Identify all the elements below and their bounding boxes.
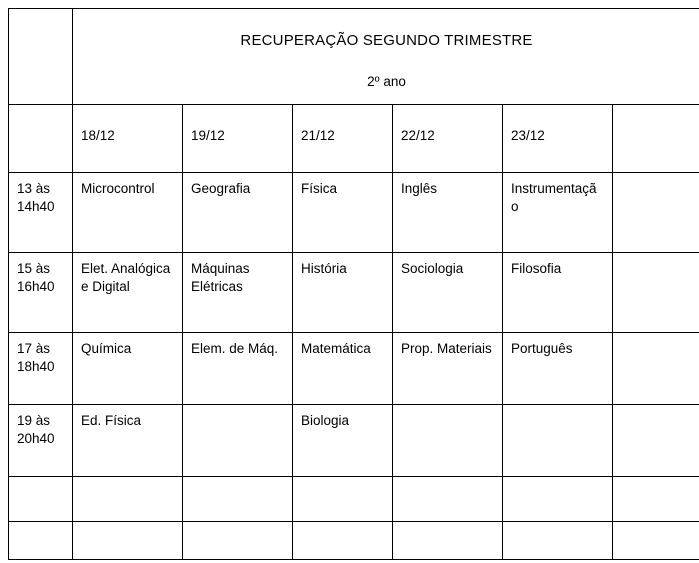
subject-cell bbox=[293, 477, 393, 522]
column-header-date-4: 22/12 bbox=[393, 105, 503, 173]
subject-cell bbox=[393, 405, 503, 477]
subject-cell: Física bbox=[293, 173, 393, 253]
time-slot-label: 19 às 20h40 bbox=[9, 405, 73, 477]
subject-cell: Sociologia bbox=[393, 253, 503, 333]
subject-cell bbox=[73, 477, 183, 522]
time-slot-label: 15 às 16h40 bbox=[9, 253, 73, 333]
subject-cell bbox=[393, 522, 503, 560]
subject-cell bbox=[613, 333, 699, 405]
subject-cell: Inglês bbox=[393, 173, 503, 253]
subject-cell: Geografia bbox=[183, 173, 293, 253]
subject-cell bbox=[183, 405, 293, 477]
table-row bbox=[9, 333, 699, 405]
subject-cell bbox=[503, 405, 613, 477]
column-header-date-5: 23/12 bbox=[503, 105, 613, 173]
table-row bbox=[9, 522, 699, 560]
column-header-date-3: 21/12 bbox=[293, 105, 393, 173]
time-slot-label bbox=[9, 522, 73, 560]
subject-cell bbox=[293, 522, 393, 560]
column-header-date-2: 19/12 bbox=[183, 105, 293, 173]
corner-cell bbox=[9, 9, 73, 105]
subject-cell: Filosofia bbox=[503, 253, 613, 333]
page-subtitle: 2º ano bbox=[367, 74, 406, 90]
subject-cell: Prop. Materiais bbox=[393, 333, 503, 405]
table-row-title bbox=[9, 9, 699, 105]
subject-cell: Química bbox=[73, 333, 183, 405]
subject-cell bbox=[73, 522, 183, 560]
subject-cell: Português bbox=[503, 333, 613, 405]
time-slot-label bbox=[9, 477, 73, 522]
subject-cell: História bbox=[293, 253, 393, 333]
column-header-date-1: 18/12 bbox=[73, 105, 183, 173]
subject-cell: Elem. de Máq. bbox=[183, 333, 293, 405]
table-row bbox=[9, 405, 699, 477]
subject-cell bbox=[393, 477, 503, 522]
table-row bbox=[9, 253, 699, 333]
subject-cell bbox=[183, 477, 293, 522]
table-row-dates bbox=[9, 105, 699, 173]
date-row-time-header bbox=[9, 105, 73, 173]
column-header-date-6 bbox=[613, 105, 699, 173]
subject-cell bbox=[613, 477, 699, 522]
table-row bbox=[9, 477, 699, 522]
subject-cell bbox=[613, 522, 699, 560]
subject-cell: Microcontrol bbox=[73, 173, 183, 253]
subject-cell bbox=[613, 173, 699, 253]
subject-cell: Matemática bbox=[293, 333, 393, 405]
subject-cell bbox=[613, 253, 699, 333]
subject-cell bbox=[613, 405, 699, 477]
subject-cell bbox=[503, 477, 613, 522]
time-slot-label: 17 às 18h40 bbox=[9, 333, 73, 405]
time-slot-label: 13 às 14h40 bbox=[9, 173, 73, 253]
subject-cell: Ed. Física bbox=[73, 405, 183, 477]
recuperacao-schedule-table bbox=[8, 8, 699, 560]
subject-cell: Máquinas Elétricas bbox=[183, 253, 293, 333]
document-title-cell bbox=[73, 9, 699, 105]
subject-cell bbox=[183, 522, 293, 560]
subject-cell: Elet. Analógica e Digital bbox=[73, 253, 183, 333]
subject-cell bbox=[503, 522, 613, 560]
subject-cell: Biologia bbox=[293, 405, 393, 477]
table-row bbox=[9, 173, 699, 253]
page-title: RECUPERAÇÃO SEGUNDO TRIMESTRE bbox=[240, 32, 533, 49]
subject-cell: Instrumentação bbox=[503, 173, 613, 253]
